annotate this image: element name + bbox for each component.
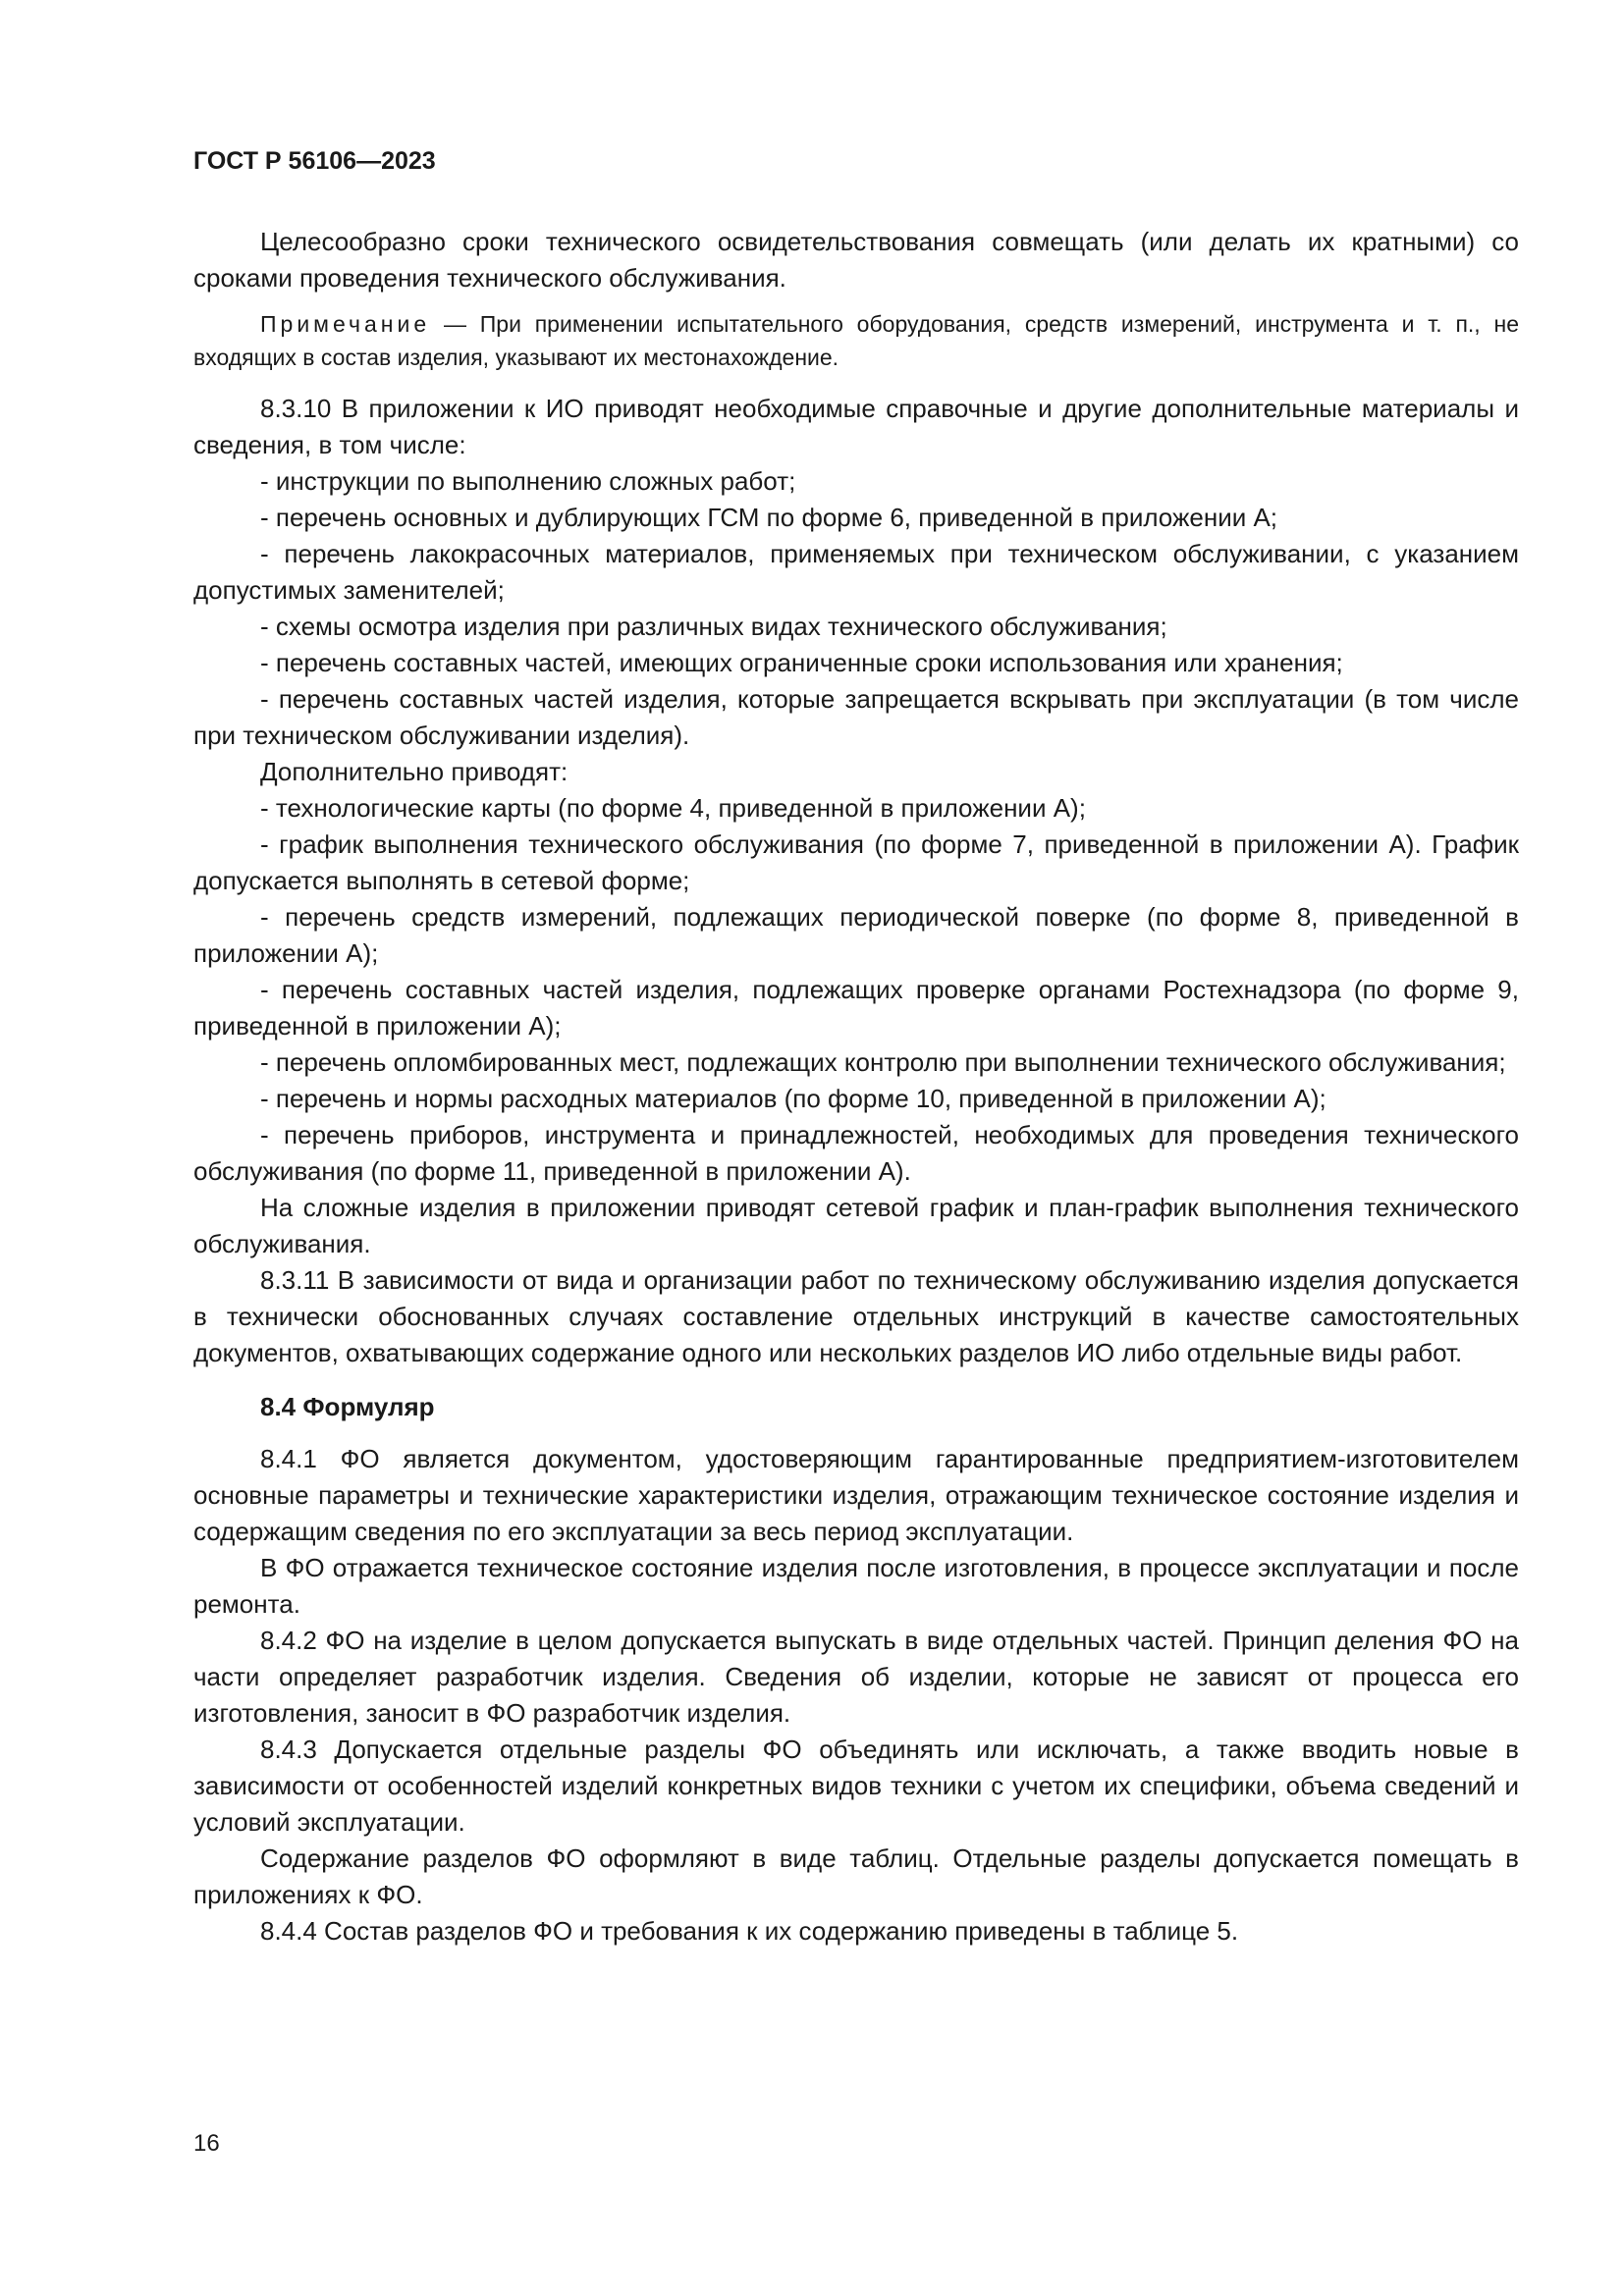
list-item: - инструкции по выполнению сложных работ;	[260, 466, 796, 496]
paragraph: В ФО отражается техническое состояние изделия после изготовления, в процессе эксплуатации и после ремонта.	[193, 1553, 1519, 1619]
paragraph-8-3-11: 8.3.11 В зависимости от вида и организации работ по техническому обслуживанию изделия допускается в технически обоснованных случаях составление отдельных инструкций в качестве самостоятельных документов, охватывающих содержание одного или нескольких разделов ИО либо отдельные виды работ.	[193, 1265, 1519, 1367]
list-item: - схемы осмотра изделия при различных видах технического обслуживания;	[260, 612, 1167, 641]
list-item: - график выполнения технического обслуживания (по форме 7, приведенной в приложении А). График допускается выполнять в сетевой форме;	[193, 829, 1519, 895]
note	[193, 307, 1519, 374]
document-body	[193, 224, 1519, 1949]
page-number: 16	[193, 2130, 220, 2157]
list-item: - перечень составных частей изделия, подлежащих проверке органами Ростехнадзора (по форме 9, приведенной в приложении А);	[193, 975, 1519, 1041]
paragraph: Дополнительно приводят:	[260, 757, 568, 786]
list-item: - перечень средств измерений, подлежащих периодической поверке (по форме 8, приведенной в приложении А);	[193, 902, 1519, 968]
paragraph-8-4-3: 8.4.3 Допускается отдельные разделы ФО объединять или исключать, а также вводить новые в зависимости от особенностей изделий конкретных видов техники с учетом их специфики, объема сведений и условий эксплуатации.	[193, 1735, 1519, 1837]
paragraph-8-4-2: 8.4.2 ФО на изделие в целом допускается выпускать в виде отдельных частей. Принцип деления ФО на части определяет разработчик изделия. Сведения об изделии, которые не зависят от процесса его изготовления, заносит в ФО разработчик изделия.	[193, 1626, 1519, 1728]
list-item: - перечень составных частей, имеющих ограниченные сроки использования или хранения;	[260, 648, 1343, 677]
paragraph-8-3-10: 8.3.10 В приложении к ИО приводят необходимые справочные и другие дополнительные материалы и сведения, в том числе:	[193, 394, 1519, 459]
list-item: - технологические карты (по форме 4, приведенной в приложении А);	[260, 793, 1086, 823]
list-item: - перечень составных частей изделия, которые запрещается вскрывать при эксплуатации (в том числе при техническом обслуживании изделия).	[193, 684, 1519, 750]
paragraph: Содержание разделов ФО оформляют в виде таблиц. Отдельные разделы допускается помещать в приложениях к ФО.	[193, 1843, 1519, 1909]
list-item: - перечень приборов, инструмента и принадлежностей, необходимых для проведения технического обслуживания (по форме 11, приведенной в приложении А).	[193, 1120, 1519, 1186]
paragraph: На сложные изделия в приложении приводят сетевой график и план-график выполнения технического обслуживания.	[193, 1193, 1519, 1258]
list-item: - перечень опломбированных мест, подлежащих контролю при выполнении технического обслуживания;	[260, 1047, 1506, 1077]
document-header: ГОСТ Р 56106—2023	[193, 147, 436, 175]
list-item: - перечень и нормы расходных материалов (по форме 10, приведенной в приложении А);	[260, 1084, 1326, 1113]
paragraph-8-4-1: 8.4.1 ФО является документом, удостоверяющим гарантированные предприятием-изготовителем основные параметры и технические характеристики изделия, отражающим техническое состояние изделия и содержащим сведения по его эксплуатации за весь период эксплуатации.	[193, 1444, 1519, 1546]
paragraph: Целесообразно сроки технического освидетельствования совмещать (или делать их кратными) со сроками проведения технического обслуживания.	[193, 227, 1519, 293]
note-text: — При применении испытательного оборудования, средств измерений, инструмента и т. п., не входящих в состав изделия, указывают их местонахождение.	[193, 311, 1519, 370]
list-item: - перечень основных и дублирующих ГСМ по форме 6, приведенной в приложении А;	[260, 503, 1278, 532]
note-label: Примечание	[260, 311, 431, 337]
section-heading: 8.4 Формуляр	[260, 1392, 435, 1421]
paragraph-8-4-4: 8.4.4 Состав разделов ФО и требования к их содержанию приведены в таблице 5.	[260, 1916, 1239, 1946]
list-item: - перечень лакокрасочных материалов, применяемых при техническом обслуживании, с указанием допустимых заменителей;	[193, 539, 1519, 605]
